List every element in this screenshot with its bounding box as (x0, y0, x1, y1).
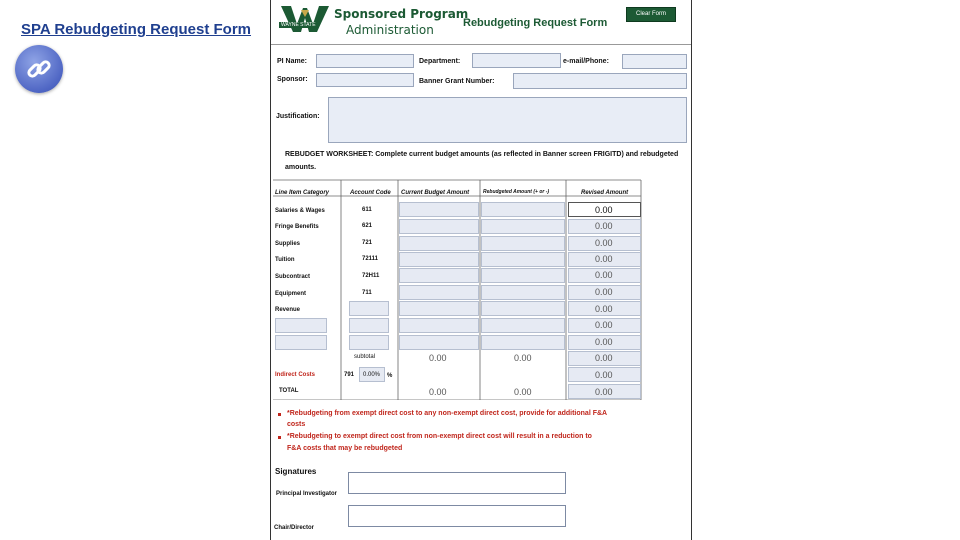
row-code: 611 (362, 207, 372, 213)
total-label: TOTAL (279, 388, 299, 394)
account-code-input[interactable] (349, 335, 389, 350)
col-header-current: Current Budget Amount (401, 190, 470, 196)
subtotal-revised: 0.00 (595, 353, 613, 363)
note-line: F&A costs that may be rebudgeted (287, 445, 403, 452)
current-amount-input[interactable] (399, 335, 479, 350)
account-code-input[interactable] (349, 318, 389, 333)
email-phone-field[interactable] (622, 54, 687, 69)
worksheet-instructions: REBUDGET WORKSHEET: Complete current budget amounts (as reflected in Banner screen FRIGITD) and rebudgeted amounts. (285, 151, 679, 171)
current-amount-input[interactable] (399, 252, 479, 267)
pi-signature-field[interactable] (348, 472, 566, 494)
org-line-1: Sponsored Program (334, 7, 469, 21)
total-current: 0.00 (429, 387, 447, 397)
row-code: 72111 (362, 256, 379, 262)
form-title: Rebudgeting Request Form (463, 17, 608, 29)
rebudgeted-amount-input[interactable] (481, 285, 565, 300)
pi-name-field[interactable] (316, 54, 414, 68)
row-category: Salaries & Wages (275, 208, 325, 214)
row-code: 621 (362, 223, 373, 229)
indirect-percent: % (387, 373, 393, 379)
total-revised: 0.00 (595, 387, 613, 397)
rebudgeted-amount-input[interactable] (481, 202, 565, 217)
rebudgeted-amount-input[interactable] (481, 318, 565, 333)
revised-value: 0.00 (595, 304, 613, 314)
indirect-code: 791 (344, 372, 355, 378)
row-category: Fringe Benefits (275, 224, 319, 230)
current-amount-input[interactable] (399, 268, 479, 283)
row-category: Tuition (275, 257, 295, 263)
account-code-input[interactable] (349, 301, 389, 316)
row-category: Subcontract (275, 274, 311, 280)
current-amount-input[interactable] (399, 285, 479, 300)
revised-value: 0.00 (595, 270, 613, 280)
note-bullet (278, 413, 281, 416)
revised-value: 0.00 (595, 287, 613, 297)
row-category: Equipment (275, 291, 306, 297)
subtotal-current: 0.00 (429, 353, 447, 363)
total-rebudgeted: 0.00 (514, 387, 532, 397)
header-divider (271, 44, 691, 45)
clear-form-button[interactable]: Clear Form (626, 7, 676, 22)
banner-grant-label: Banner Grant Number: (419, 78, 495, 85)
banner-grant-field[interactable] (513, 73, 687, 89)
custom-category-input[interactable] (275, 318, 327, 333)
chair-signature-label: Chair/Director (274, 525, 315, 531)
email-phone-label: e-mail/Phone: (563, 58, 609, 65)
col-header-code: Account Code (350, 190, 391, 196)
rebudgeted-amount-input[interactable] (481, 335, 565, 350)
col-header-rebudgeted: Rebudgeted Amount (+ or -) (483, 189, 550, 195)
pi-name-label: PI Name: (277, 58, 307, 65)
revised-value: 0.00 (595, 337, 613, 347)
current-amount-input[interactable] (399, 219, 479, 234)
chair-signature-field[interactable] (348, 505, 566, 527)
note-bullet (278, 436, 281, 439)
justification-label: Justification: (276, 113, 320, 120)
signatures-title: Signatures (275, 467, 317, 476)
revised-value: 0.00 (595, 205, 613, 215)
department-field[interactable] (472, 53, 561, 68)
col-header-revised: Revised Amount (581, 190, 629, 196)
custom-category-input[interactable] (275, 335, 327, 350)
rebudgeted-amount-input[interactable] (481, 236, 565, 251)
revised-value: 0.00 (595, 320, 613, 330)
note-line: costs (287, 421, 306, 428)
subtotal-rebudgeted: 0.00 (514, 353, 532, 363)
indirect-label: Indirect Costs (275, 372, 316, 378)
note-line: *Rebudgeting from exempt direct cost to any non-exempt direct cost, provide for additional F&A (287, 410, 608, 417)
pi-signature-label: Principal Investigator (276, 491, 338, 497)
wayne-state-logo (279, 4, 331, 34)
revised-value: 0.00 (595, 221, 613, 231)
current-amount-input[interactable] (399, 318, 479, 333)
slide-title[interactable]: SPA Rebudgeting Request Form (21, 21, 252, 38)
revised-value: 0.00 (595, 254, 613, 264)
current-amount-input[interactable] (399, 301, 479, 316)
current-amount-input[interactable] (399, 236, 479, 251)
note-line: *Rebudgeting to exempt direct cost from non-exempt direct cost will result in a reduction to (287, 433, 592, 440)
sponsor-field[interactable] (316, 73, 414, 87)
department-label: Department: (419, 58, 461, 65)
row-category: Revenue (275, 307, 301, 313)
current-amount-input[interactable] (399, 202, 479, 217)
row-code: 711 (362, 290, 372, 296)
link-icon (24, 54, 54, 84)
rebudgeted-amount-input[interactable] (481, 268, 565, 283)
rebudgeted-amount-input[interactable] (481, 252, 565, 267)
col-header-category: Line Item Category (275, 190, 330, 196)
org-line-2: Administration (346, 23, 434, 37)
logo-text: WAYNE STATE (281, 22, 316, 28)
rebudgeted-amount-input[interactable] (481, 301, 565, 316)
revised-value: 0.00 (595, 238, 613, 248)
row-code: 72H11 (362, 273, 380, 279)
rebudgeted-amount-input[interactable] (481, 219, 565, 234)
indirect-revised: 0.00 (595, 370, 613, 380)
row-code: 721 (362, 240, 373, 246)
form-image (270, 0, 692, 540)
sponsor-label: Sponsor: (277, 76, 308, 83)
indirect-rate: 0.00% (363, 372, 381, 378)
row-category: Supplies (275, 241, 301, 247)
subtotal-label: subtotal (354, 354, 376, 360)
link-button[interactable] (15, 45, 63, 93)
justification-field[interactable] (328, 97, 687, 143)
